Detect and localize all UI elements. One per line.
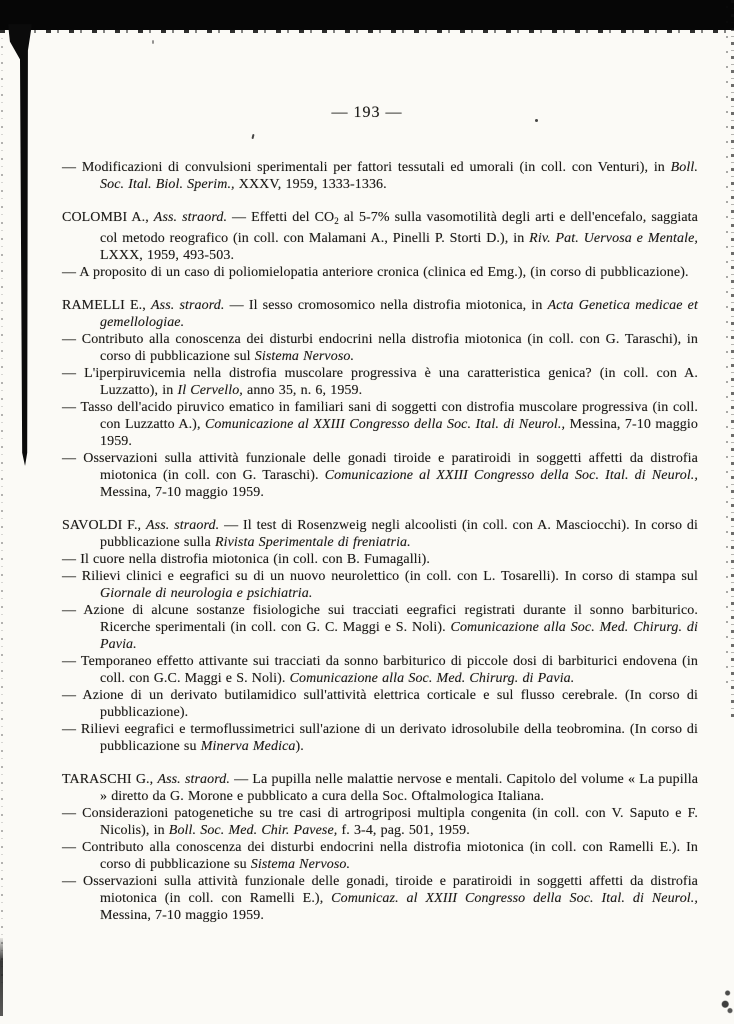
author-group (62, 159, 698, 193)
entry-text: — Azione di un derivato butilamidico sull'attività elettrica corticale e sul flusso cerebrale. (In corso di pubblicazione). (62, 688, 698, 720)
bib-entry (62, 331, 698, 365)
scan-speck (251, 134, 254, 139)
entry-text: — Contributo alla conoscenza dei disturbi endocrini nella distrofia miotonica (in coll. con Ramelli E.). In corso di pubblicazione su (62, 840, 698, 872)
bib-entry (62, 159, 698, 193)
work-title: Acta Genetica medicae et gemellologiae. (100, 298, 698, 330)
entry-text: — A proposito di un caso di poliomielopatia anteriore cronica (clinica ed Emg.), (in corso di pubblicazione). (62, 265, 689, 280)
entry-text: Messina, 7-10 maggio 1959. (100, 417, 698, 449)
bib-entry (62, 517, 698, 551)
entry-text: — Tasso dell'acido piruvico ematico in familiari sani di soggetti con distrofia muscolare progressiva (in coll. con Luzzatto A.), (62, 400, 698, 432)
entry-text: — Il cuore nella distrofia miotonica (in coll. con B. Fumagalli). (62, 552, 431, 567)
work-title: Boll. Soc. Ital. Biol. Sperim., (100, 160, 698, 192)
work-title: Comunicazione alla Soc. Med. Chirurg. di Pavia. (100, 620, 699, 652)
bib-entry (62, 805, 698, 839)
entry-text: — Azione di alcune sostanze fisiologiche sui tracciati eegrafici registrati durante il sonno barbiturico. Ricerche sperimentali (in coll. con G. C. Maggi e S. Noli). (62, 603, 698, 635)
page-number: — 193 — (331, 104, 403, 121)
work-title: Giornale di neurologia e psichiatria. (100, 586, 313, 601)
entry-text: f. 3-4, pag. 501, 1959. (337, 823, 470, 838)
bib-entry (62, 873, 698, 924)
bibliography (62, 159, 698, 940)
entry-text: — Rilievi eegrafici e termoflussimetrici sull'azione di un derivato idrosolubile della teobromina. (In corso di pubblicazione su (62, 722, 698, 754)
entry-text: 2 (334, 216, 339, 226)
entry-text: RAMELLI E., (62, 298, 151, 313)
bib-entry (62, 602, 698, 653)
work-title: Comunicazione alla Soc. Med. Chirurg. di Pavia. (289, 671, 575, 686)
entry-text: — Contributo alla conoscenza dei disturbi endocrini nella distrofia miotonica (in coll. con G. Taraschi), in corso di pubblicazione sul (62, 332, 698, 364)
work-title: Ass. straord. (146, 518, 220, 533)
entry-text: — Temporaneo effetto attivante sui tracciati da sonno barbiturico di piccole dosi di barbiturici endovena (in coll. con G.C. Maggi e S. Noli). (62, 654, 698, 686)
work-title: Sistema Nervoso. (254, 349, 355, 364)
entry-text: Messina, 7-10 maggio 1959. (100, 908, 264, 923)
work-title: Comunicazione al XXIII Congresso della Soc. Ital. di Neurol., (204, 417, 566, 432)
bib-entry (62, 839, 698, 873)
work-title: Riv. Pat. Uervosa e Mentale, (529, 231, 699, 246)
work-title: Minerva Medica (200, 739, 296, 754)
author-group (62, 517, 698, 755)
entry-text: ). (295, 739, 304, 754)
scan-mark-bottom-left (0, 938, 3, 1016)
bib-entry (62, 653, 698, 687)
bib-entry (62, 450, 698, 501)
scan-blotch-bottom-right (721, 985, 733, 1017)
bib-entry (62, 721, 698, 755)
entry-text: XXXV, 1959, 1333-1336. (234, 177, 387, 192)
work-title: Ass. straord. (157, 772, 230, 787)
entry-text: — Osservazioni sulla attività funzionale delle gonadi, tiroide e paratiroidi in soggetti affetti da distrofia miotonica (in coll. con Ramelli E.), (62, 874, 698, 906)
entry-text: SAVOLDI F., (62, 518, 146, 533)
author-group (62, 771, 698, 924)
entry-text: Messina, 7-10 maggio 1959. (100, 485, 264, 500)
work-title: Comunicaz. al XXIII Congresso della Soc. Ital. di Neurol., (331, 891, 698, 906)
entry-text: — L'iperpiruvicemia nella distrofia muscolare progressiva è una caratteristica genica? (in coll. con A. Luzzatto), in (62, 366, 698, 398)
work-title: Sistema Nervoso. (250, 857, 351, 872)
work-title: Ass. straord. (153, 210, 228, 225)
entry-text: — Considerazioni patogenetiche su tre casi di artrogriposi multipla congenita (in coll. con V. Saputo e F. Nicolis), in (62, 806, 698, 838)
bib-entry (62, 399, 698, 450)
entry-text: — Effetti del CO (227, 210, 335, 225)
entry-text: — Osservazioni sulla attività funzionale delle gonadi tiroide e paratiroidi in soggetti affetti da distrofia miotonica (in coll. con G. Taraschi). (62, 451, 698, 483)
entry-text: — La pupilla nelle malattie nervose e mentali. Capitolo del volume « La pupilla » diretto da G. Morone e pubblicato a cura della Soc. Oftalmologica Italiana. (100, 772, 699, 804)
work-title: Rivista Sperimentale di freniatria. (214, 535, 411, 550)
entry-text: COLOMBI A., (62, 210, 154, 225)
work-title: Il Cervello, (177, 383, 243, 398)
bib-entry (62, 568, 698, 602)
bib-entry (62, 365, 698, 399)
scan-smudge-left (8, 24, 32, 466)
entry-text: anno 35, n. 6, 1959. (242, 383, 363, 398)
work-title: Boll. Soc. Med. Chir. Pavese, (168, 823, 338, 838)
entry-text: — Il sesso cromosomico nella distrofia miotonica, in (224, 298, 548, 313)
entry-text: — Modificazioni di convulsioni sperimentali per fattori tessutali ed umorali (in coll. con Venturi), in (62, 160, 671, 175)
work-title: Comunicazione al XXIII Congresso della Soc. Ital. di Neurol., (324, 468, 699, 483)
entry-text: LXXX, 1959, 493-503. (100, 248, 235, 263)
entry-text: — Il test di Rosenzweig negli alcoolisti (in coll. con A. Masciocchi). In corso di pubblicazione sulla (100, 518, 698, 550)
author-group (62, 297, 698, 501)
work-title: Ass. straord. (151, 298, 225, 313)
bib-entry (62, 264, 698, 281)
scan-edge-top-bar (0, 0, 734, 30)
scan-speck (152, 40, 154, 44)
scan-noise-left-edge (0, 30, 6, 990)
bib-entry (62, 687, 698, 721)
entry-text: TARASCHI G., (62, 772, 158, 787)
bib-entry (62, 297, 698, 331)
entry-text: al 5-7% sulla vasomotilità degli arti e dell'encefalo, saggiata col metodo reografico (in coll. con Malamani A., Pinelli P. Storti D.), in (100, 210, 698, 246)
author-group (62, 209, 698, 281)
entry-text: — Rilievi clinici e eegrafici su di un nuovo neurolettico (in coll. con L. Tosarelli). In corso di stampa sul (62, 569, 698, 584)
bib-entry (62, 771, 698, 805)
bib-entry (62, 209, 698, 264)
bib-entry (62, 551, 698, 568)
